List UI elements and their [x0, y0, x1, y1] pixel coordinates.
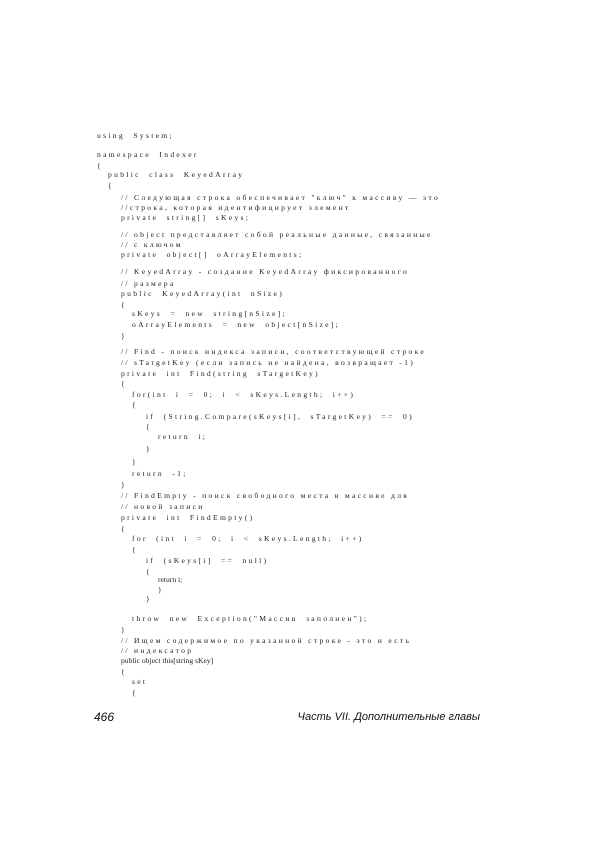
code-line: // Следующая строка обеспечивает "ключ" к массиву — это	[121, 193, 441, 202]
code-line: public KeyedArray(int nSize)	[121, 289, 285, 298]
page-number: 466	[94, 710, 115, 724]
code-line: {	[121, 300, 127, 309]
code-line: // KeyedArray - создание KeyedArray фиксированного	[121, 267, 410, 276]
code-line: {	[132, 545, 138, 554]
code-line: {	[146, 422, 152, 431]
code-line: }	[146, 444, 152, 453]
code-line: {	[132, 400, 138, 409]
code-line: set	[132, 677, 148, 686]
code-line: // Find - поиск индекса записи, соответствующей строке	[121, 347, 427, 356]
code-line: public class KeyedArray	[108, 170, 245, 179]
code-line: private int Find(string sTargetKey)	[121, 369, 320, 378]
code-line: // с ключом	[121, 240, 183, 249]
code-line: namespace Indexer	[97, 150, 199, 159]
code-line: {	[97, 161, 103, 170]
code-line: //строка, которая идентифицирует элемент	[121, 203, 351, 212]
code-line: private string[] sKeys;	[121, 213, 251, 222]
code-line: // sTargetKey (если запись не найдена, возвращает -1)	[121, 358, 416, 367]
code-line: }	[121, 625, 127, 634]
code-line: {	[132, 688, 138, 697]
code-line: sKeys = new string[nSize];	[132, 309, 287, 318]
code-line: }	[121, 480, 127, 489]
code-line: private int FindEmpty()	[121, 513, 255, 522]
code-line: // размера	[121, 279, 176, 288]
code-line: // FindEmpty - поиск свободного места в массиве для	[121, 491, 410, 500]
code-line: {	[146, 567, 152, 576]
code-line: {	[108, 181, 114, 190]
code-line: for(int i = 0; i < sKeys.Length; i++)	[132, 390, 356, 399]
code-line: if (String.Compare(sKeys[i], sTargetKey) == 0)	[146, 412, 414, 421]
code-line: {	[121, 524, 127, 533]
code-line: return -1;	[132, 469, 188, 478]
code-line: for (int i = 0; i < sKeys.Length; i++)	[132, 534, 364, 543]
code-line: if (sKeys[i] == null)	[146, 556, 269, 565]
code-line: }	[158, 585, 164, 594]
code-line: {	[121, 667, 127, 676]
code-line: using System;	[97, 131, 174, 140]
chapter-title: Часть VII. Дополнительные главы	[297, 711, 480, 723]
code-line: return i;	[158, 432, 208, 441]
code-line: }	[132, 457, 138, 466]
code-line: throw new Exception("Массив заполнен");	[132, 614, 369, 623]
code-line: // object представляет собой реальные данные, связанные	[121, 230, 433, 239]
code-line: oArrayElements = new object[nSize];	[132, 320, 341, 329]
code-line: // индексатор	[121, 646, 194, 655]
code-line: return i;	[158, 575, 183, 584]
code-line: // Ищем содержимое по указанной строке - это и есть	[121, 636, 412, 645]
code-line: }	[121, 331, 127, 340]
code-line: private object[] oArrayElements;	[121, 250, 304, 259]
code-line: // новой записи	[121, 502, 205, 511]
code-line: }	[146, 594, 152, 603]
code-line: {	[121, 379, 127, 388]
code-line: public object this[string sKey]	[121, 656, 214, 665]
